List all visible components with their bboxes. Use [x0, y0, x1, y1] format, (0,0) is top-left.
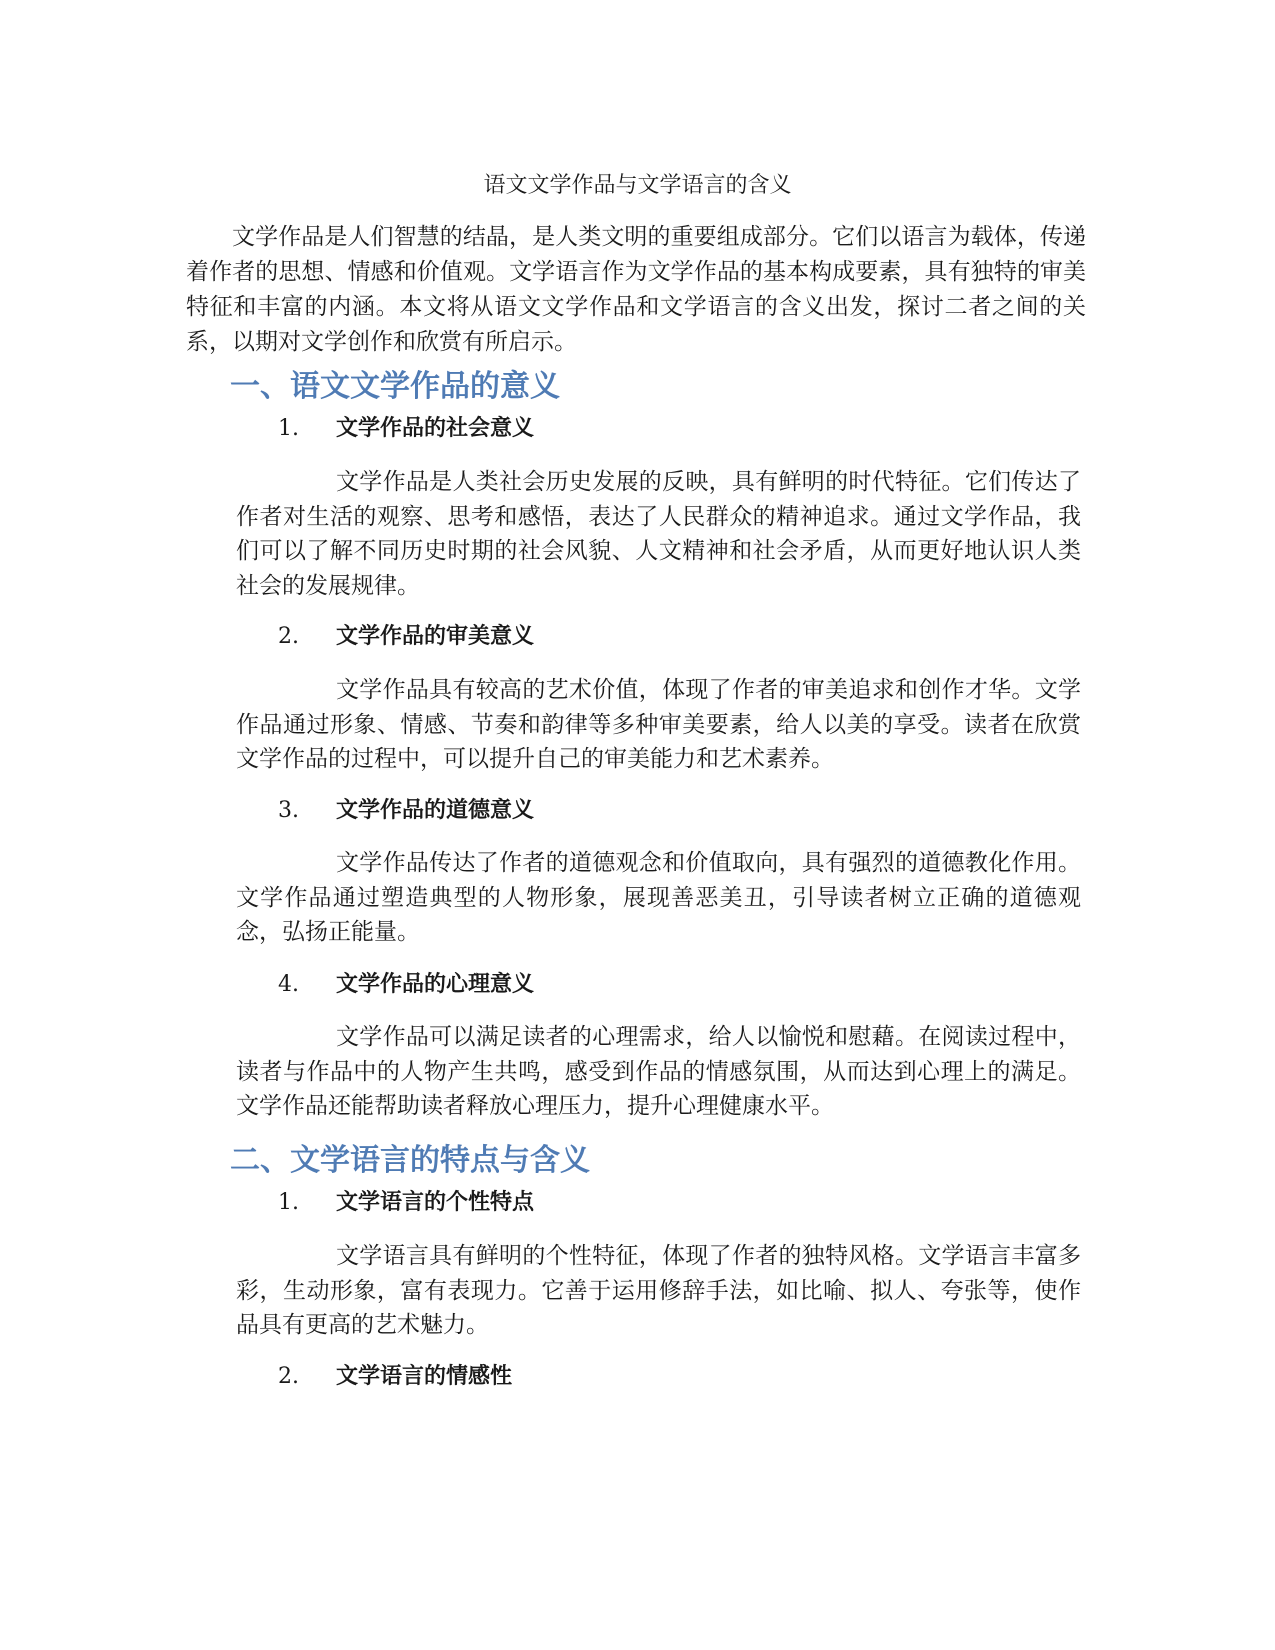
- section-heading-1: 一、语文文学作品的意义: [230, 369, 560, 404]
- item-heading: [278, 1186, 1078, 1219]
- item-number: 4.: [278, 972, 299, 997]
- item-number: 2.: [278, 624, 299, 649]
- intro-paragraph: 文学作品是人们智慧的结晶，是人类文明的重要组成部分。它们以语言为载体，传递着作者的思想、情感和价值观。文学语言作为文学作品的基本构成要素，具有独特的审美特征和丰富的内涵。本文将从语文文学作品和文学语言的含义出发，探讨二者之间的关系，以期对文学创作和欣赏有所启示。: [186, 224, 1086, 355]
- section-heading-2: 二、文学语言的特点与含义: [230, 1143, 590, 1178]
- item-heading: [278, 968, 1078, 1001]
- item-body: 文学作品具有较高的艺术价值，体现了作者的审美追求和创作才华。文学作品通过形象、情感、节奏和韵律等多种审美要素，给人以美的享受。读者在欣赏文学作品的过程中，可以提升自己的审美能力和艺术素养。: [236, 677, 1081, 772]
- item-title: 文学作品的社会意义: [336, 415, 535, 441]
- item-heading: [278, 1360, 1078, 1393]
- item-body: 文学语言具有鲜明的个性特征，体现了作者的独特风格。文学语言丰富多彩，生动形象，富有表现力。它善于运用修辞手法，如比喻、拟人、夸张等，使作品具有更高的艺术魅力。: [236, 1243, 1081, 1338]
- item-number: 2.: [278, 1364, 299, 1389]
- item-title: 文学语言的情感性: [336, 1363, 513, 1389]
- item-title: 文学作品的审美意义: [336, 623, 535, 649]
- item-title: 文学语言的个性特点: [336, 1189, 535, 1215]
- item-body: 文学作品可以满足读者的心理需求，给人以愉悦和慰藉。在阅读过程中，读者与作品中的人物产生共鸣，感受到作品的情感氛围，从而达到心理上的满足。文学作品还能帮助读者释放心理压力，提升心理健康水平。: [236, 1024, 1081, 1119]
- item-title: 文学作品的心理意义: [336, 971, 535, 997]
- item-heading: [278, 794, 1078, 827]
- item-number: 1.: [278, 416, 299, 441]
- item-number: 3.: [278, 798, 299, 823]
- item-title: 文学作品的道德意义: [336, 797, 535, 823]
- item-heading: [278, 412, 1078, 445]
- item-body: 文学作品是人类社会历史发展的反映，具有鲜明的时代特征。它们传达了作者对生活的观察、思考和感悟，表达了人民群众的精神追求。通过文学作品，我们可以了解不同历史时期的社会风貌、人文精神和社会矛盾，从而更好地认识人类社会的发展规律。: [236, 469, 1081, 599]
- document-title: 语文文学作品与文学语言的含义: [483, 173, 792, 198]
- item-body: 文学作品传达了作者的道德观念和价值取向，具有强烈的道德教化作用。文学作品通过塑造典型的人物形象，展现善恶美丑，引导读者树立正确的道德观念，弘扬正能量。: [236, 850, 1081, 945]
- item-number: 1.: [278, 1190, 299, 1215]
- item-heading: [278, 620, 1078, 653]
